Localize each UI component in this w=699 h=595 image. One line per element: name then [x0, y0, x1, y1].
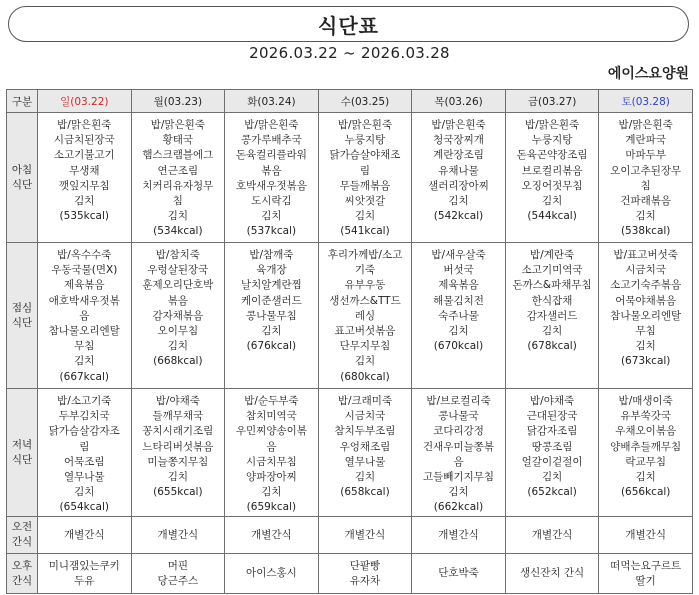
menu-item: 들깨무채국	[152, 410, 204, 423]
menu-item: (670kcal)	[433, 340, 484, 353]
menu-item: 누룽지탕	[344, 134, 386, 147]
menu-item: 도시락김	[251, 195, 292, 208]
menu-item: 유채나물	[438, 164, 479, 177]
menu-cell-breakfast-mon	[131, 113, 225, 243]
menu-item: 머핀	[167, 559, 188, 572]
menu-item: 김치	[541, 195, 563, 208]
menu-item: 우채오이볶음	[615, 425, 677, 438]
menu-item: 버섯국	[443, 264, 474, 277]
menu-cell-breakfast-wed	[318, 113, 412, 243]
menu-item: 딸기	[635, 574, 656, 587]
menu-item: 오이무침	[157, 325, 199, 338]
dinner-label	[7, 389, 38, 517]
menu-cell-dinner-fri	[505, 389, 599, 517]
menu-item: 림	[359, 164, 371, 177]
menu-item: 브로컬리볶음	[521, 164, 583, 177]
menu-item: 개별간식	[251, 528, 292, 541]
row-label-line: 간식	[11, 574, 33, 587]
menu-item: 림	[79, 440, 90, 453]
row-label-line: 오후	[11, 559, 33, 572]
menu-item: 육개장	[256, 264, 287, 277]
menu-item: 밥/참치죽	[155, 249, 200, 261]
menu-item: 호박새우젓볶음	[235, 179, 307, 192]
menu-item: 참나물오리엔탈	[610, 309, 682, 322]
menu-cell-afternoon-snack-sun	[38, 554, 132, 594]
menu-cell-dinner-mon	[131, 389, 225, 517]
facility-name: 에이스요양원	[607, 66, 689, 82]
menu-cell-lunch-fri	[505, 243, 599, 389]
menu-item: 참치미역국	[246, 410, 297, 423]
menu-item: 밥/옥수수죽	[57, 249, 112, 261]
menu-item: 코다리강정	[433, 425, 484, 438]
menu-cell-dinner-thu	[412, 389, 506, 517]
menu-item: 닭감자조림	[526, 425, 578, 438]
menu-item: 음	[266, 440, 277, 453]
menu-item: 밥/소고기죽	[57, 395, 112, 407]
menu-item: 느타리버섯볶음	[142, 440, 214, 453]
menu-item: 우렁살된장국	[147, 264, 209, 277]
row-label-line: 식단	[11, 453, 33, 466]
menu-item: 오징어젓무침	[521, 179, 583, 192]
morning-snack-label	[7, 517, 38, 554]
day-header-sun: 일(03.22)	[38, 90, 132, 113]
menu-item: (538kcal)	[620, 225, 671, 238]
menu-item: 단무지무침	[339, 340, 391, 353]
menu-item: 김치	[541, 471, 563, 484]
menu-item: 김치	[635, 471, 656, 484]
page-title: 식단표	[318, 13, 379, 38]
menu-item: 개별간식	[157, 528, 199, 541]
menu-cell-dinner-wed	[318, 389, 412, 517]
row-label-line: 점심	[11, 301, 33, 314]
day-header-tue: 화(03.24)	[225, 90, 319, 113]
lunch-label	[7, 243, 38, 389]
menu-item: 밥/야채죽	[155, 395, 200, 407]
menu-item: (676kcal)	[246, 340, 297, 353]
menu-item: 김치	[74, 195, 95, 208]
menu-cell-dinner-sun	[38, 389, 132, 517]
menu-cell-morning-snack-tue	[225, 517, 319, 554]
menu-item: 제육볶음	[438, 279, 479, 292]
menu-item: 열무나물	[63, 471, 105, 484]
menu-item: 계란파국	[625, 134, 666, 147]
menu-item: 김치	[541, 325, 563, 338]
menu-item: 음	[453, 455, 464, 468]
menu-item: 김치	[635, 210, 656, 223]
menu-cell-morning-snack-thu	[412, 517, 506, 554]
menu-item: 밥/맑은흰죽	[150, 119, 205, 131]
day-header-wed: 수(03.25)	[318, 90, 412, 113]
menu-cell-afternoon-snack-tue	[225, 554, 319, 594]
date-range: 2026.03.22 ~ 2026.03.28	[249, 44, 450, 62]
menu-cell-lunch-wed	[318, 243, 412, 389]
menu-item: 시금치무침	[246, 455, 297, 468]
menu-item: 날치알계란찜	[240, 279, 302, 292]
menu-item: 김치	[448, 486, 469, 499]
menu-item: (658kcal)	[340, 486, 390, 499]
menu-item: 유부쑥갓국	[620, 410, 672, 423]
menu-item: 케이준샐러드	[240, 294, 302, 307]
menu-item: 미늘쫑지무침	[147, 455, 209, 468]
menu-item: 개별간식	[625, 528, 666, 541]
menu-item: 미니잼있는쿠키	[48, 559, 120, 572]
menu-cell-lunch-sun	[38, 243, 132, 389]
menu-item: 콩가루배추국	[240, 134, 302, 147]
menu-item: 밥/브로컬리죽	[426, 395, 491, 407]
menu-item: 침	[172, 195, 183, 208]
menu-item: 기죽	[354, 264, 376, 277]
menu-item: 무침	[635, 325, 656, 338]
menu-item: 참나물오리엔탈	[48, 325, 120, 338]
menu-item: 숙주나물	[438, 309, 479, 322]
menu-item: 후리가께밥/소고	[327, 249, 403, 261]
menu-item: 계란장조림	[433, 149, 484, 162]
menu-item: 밥/맑은흰죽	[524, 119, 580, 131]
menu-item: 꽁치시래기조림	[142, 425, 214, 438]
menu-item: 청국장찌개	[433, 134, 484, 147]
menu-item: 콩나물무침	[246, 309, 297, 322]
menu-cell-afternoon-snack-thu	[412, 554, 506, 594]
menu-cell-afternoon-snack-wed	[318, 554, 412, 594]
menu-item: 한식잡채	[531, 294, 573, 307]
row-label-line: 저녁	[11, 438, 33, 451]
menu-item: 밥/크래미죽	[337, 395, 393, 407]
menu-item: 밥/맑은흰죽	[431, 119, 486, 131]
menu-item: 햄스크램블에그	[142, 149, 214, 162]
menu-item: (544kcal)	[527, 210, 577, 223]
menu-item: 개별간식	[344, 528, 386, 541]
breakfast-label	[7, 113, 38, 243]
menu-item: 밥/매생이죽	[618, 395, 673, 407]
menu-item: 김치	[448, 325, 469, 338]
menu-cell-dinner-sat	[599, 389, 693, 517]
menu-item: 소고기미역국	[521, 264, 583, 277]
menu-item: 두유	[74, 574, 95, 587]
menu-item: 소고기불고기	[53, 149, 115, 162]
menu-item: 김치	[167, 210, 188, 223]
menu-item: 김치	[448, 195, 469, 208]
menu-item: 단팥빵	[349, 559, 381, 572]
menu-item: 훈제오리단호박	[142, 279, 214, 292]
row-label-line: 식단	[11, 178, 33, 191]
menu-item: 김치	[167, 471, 188, 484]
menu-item: 황태국	[162, 134, 194, 147]
menu-item: 무들깨볶음	[339, 179, 391, 192]
menu-item: 깻잎지무침	[58, 179, 110, 192]
menu-item: 건새우미늘쫑볶	[423, 440, 495, 453]
menu-item: 땅콩조림	[531, 440, 573, 453]
menu-cell-morning-snack-sun	[38, 517, 132, 554]
menu-item: 김치	[261, 486, 282, 499]
menu-item: 시금치국	[625, 264, 666, 277]
menu-item: 연근조림	[157, 164, 199, 177]
menu-cell-afternoon-snack-fri	[505, 554, 599, 594]
menu-item: 해물김치전	[433, 294, 484, 307]
menu-cell-breakfast-sat	[599, 113, 693, 243]
menu-item: 두부김치국	[58, 410, 110, 423]
menu-item: 닭가슴살야채조	[329, 149, 401, 162]
menu-item: (656kcal)	[620, 486, 671, 499]
row-label-line: 식단	[11, 316, 33, 329]
menu-item: (662kcal)	[433, 501, 484, 514]
menu-item: 밥/순두부죽	[244, 395, 299, 407]
menu-item: 생신잔치 간식	[519, 567, 585, 579]
menu-item: (542kcal)	[433, 210, 484, 223]
menu-item: 돈육곤약장조림	[516, 149, 588, 162]
menu-item: 볶음	[167, 294, 188, 307]
menu-item: 돈육컬리플라워	[235, 149, 307, 162]
menu-item: 어묵조림	[63, 455, 105, 468]
menu-item: 침	[640, 179, 651, 192]
menu-item: 개별간식	[63, 528, 105, 541]
menu-item: 밥/새우살죽	[431, 249, 486, 261]
day-header-mon: 월(03.23)	[131, 90, 225, 113]
menu-item: 샐러리장아찌	[428, 179, 489, 192]
menu-item: (667kcal)	[59, 370, 109, 383]
menu-item: 근대된장국	[526, 410, 578, 423]
menu-item: 김치	[74, 486, 95, 499]
menu-item: 소고기숙주볶음	[610, 279, 682, 292]
menu-item: 김치	[354, 210, 376, 223]
menu-item: 우엉채조림	[339, 440, 391, 453]
menu-item: (537kcal)	[246, 225, 297, 238]
menu-item: 김치	[261, 325, 282, 338]
menu-item: 참치두부조림	[334, 425, 396, 438]
meal-table	[6, 89, 693, 594]
day-header-sat: 토(03.28)	[599, 90, 693, 113]
menu-item: 열무나물	[344, 455, 386, 468]
menu-cell-lunch-tue	[225, 243, 319, 389]
menu-item: 단호박죽	[438, 567, 479, 579]
menu-item: 돈까스&파채무침	[512, 279, 592, 292]
day-header-thu: 목(03.26)	[412, 90, 506, 113]
menu-cell-lunch-mon	[131, 243, 225, 389]
menu-item: (673kcal)	[620, 355, 671, 368]
menu-item: 누룽지탕	[531, 134, 573, 147]
menu-item: 시금치국	[344, 410, 386, 423]
menu-item: (659kcal)	[246, 501, 297, 514]
menu-item: 건파래볶음	[620, 195, 672, 208]
menu-cell-afternoon-snack-mon	[131, 554, 225, 594]
menu-cell-dinner-tue	[225, 389, 319, 517]
meal-table-body	[7, 113, 693, 594]
dinner-row	[7, 389, 693, 517]
menu-item: 유부우동	[344, 279, 386, 292]
menu-item: 김치	[354, 355, 376, 368]
menu-cell-breakfast-tue	[225, 113, 319, 243]
breakfast-row	[7, 113, 693, 243]
menu-cell-afternoon-snack-sat	[599, 554, 693, 594]
menu-item: 아이스홍시	[246, 567, 297, 579]
menu-item: 양배추들깨무침	[610, 440, 682, 453]
menu-item: 치커리유자청무	[142, 179, 214, 192]
menu-item: 밥/맑은흰죽	[244, 119, 299, 131]
menu-item: 밥/맑은흰죽	[57, 119, 112, 131]
menu-item: 마파두부	[625, 149, 666, 162]
menu-item: 유자차	[349, 574, 381, 587]
lunch-row	[7, 243, 693, 389]
menu-item: 씨앗젓갈	[344, 195, 386, 208]
menu-item: 감자채볶음	[152, 309, 204, 322]
menu-item: 밥/계란죽	[530, 249, 575, 261]
menu-cell-breakfast-thu	[412, 113, 506, 243]
menu-item: 우동국물(면X)	[51, 264, 118, 277]
menu-item: 무침	[74, 340, 95, 353]
menu-cell-lunch-thu	[412, 243, 506, 389]
corner-header: 구분	[7, 90, 38, 113]
menu-cell-morning-snack-mon	[131, 517, 225, 554]
menu-item: 락교무침	[625, 455, 666, 468]
menu-item: (680kcal)	[340, 370, 390, 383]
menu-item: 표고버섯볶음	[334, 325, 396, 338]
row-label-line: 오전	[11, 521, 33, 533]
menu-item: 김치	[354, 471, 376, 484]
menu-cell-breakfast-sun	[38, 113, 132, 243]
menu-item: (654kcal)	[59, 501, 109, 514]
title-banner	[8, 6, 689, 42]
menu-cell-breakfast-fri	[505, 113, 599, 243]
menu-item: 레싱	[354, 309, 376, 322]
menu-item: (655kcal)	[153, 486, 203, 499]
menu-item: 밥/표고버섯죽	[613, 249, 678, 261]
row-label-line: 아침	[11, 163, 33, 176]
menu-item: 밥/맑은흰죽	[337, 119, 393, 131]
menu-item: (652kcal)	[527, 486, 577, 499]
morning-snack-row	[7, 517, 693, 554]
menu-cell-morning-snack-fri	[505, 517, 599, 554]
menu-item: 애호박새우젓볶	[48, 294, 120, 307]
menu-item: 밥/참깨죽	[249, 249, 294, 261]
menu-item: 밥/맑은흰죽	[618, 119, 673, 131]
menu-item: 콩나물국	[438, 410, 479, 423]
menu-item: 감자샐러드	[526, 309, 578, 322]
menu-item: (678kcal)	[527, 340, 577, 353]
menu-item: 무생채	[69, 164, 100, 177]
menu-item: 개별간식	[438, 528, 479, 541]
menu-item: 시금치된장국	[53, 134, 115, 147]
menu-item: 닭가슴살감자조	[48, 425, 120, 438]
menu-item: 김치	[167, 340, 188, 353]
menu-item: (535kcal)	[59, 210, 109, 223]
afternoon-snack-label	[7, 554, 38, 594]
menu-item: 떠먹는요구르트	[610, 559, 682, 572]
menu-item: (541kcal)	[340, 225, 390, 238]
header-row	[7, 90, 693, 113]
menu-item: 음	[79, 309, 90, 322]
day-header-fri: 금(03.27)	[505, 90, 599, 113]
menu-item: 개별간식	[531, 528, 573, 541]
menu-item: (668kcal)	[153, 355, 203, 368]
menu-cell-morning-snack-sat	[599, 517, 693, 554]
menu-item: 우민찌양송이볶	[235, 425, 307, 438]
menu-item: 김치	[261, 210, 282, 223]
menu-item: 제육볶음	[63, 279, 105, 292]
menu-item: 양파장아찌	[246, 471, 297, 484]
menu-item: (534kcal)	[153, 225, 203, 238]
menu-item: 김치	[635, 340, 656, 353]
menu-item: 오이고추된장무	[610, 164, 682, 177]
afternoon-snack-row	[7, 554, 693, 594]
menu-cell-morning-snack-wed	[318, 517, 412, 554]
menu-item: 볶음	[261, 164, 282, 177]
row-label-line: 간식	[11, 536, 33, 548]
menu-item: 생선까스&TT드	[329, 294, 401, 307]
menu-item: 어묵야채볶음	[615, 294, 677, 307]
menu-item: 당근주스	[157, 574, 199, 587]
menu-item: 밥/야채죽	[530, 395, 575, 407]
menu-item: 얼갈이겉절이	[521, 455, 583, 468]
menu-item: 고들빼기지무침	[423, 471, 495, 484]
menu-cell-lunch-sat	[599, 243, 693, 389]
menu-item: 김치	[74, 355, 95, 368]
